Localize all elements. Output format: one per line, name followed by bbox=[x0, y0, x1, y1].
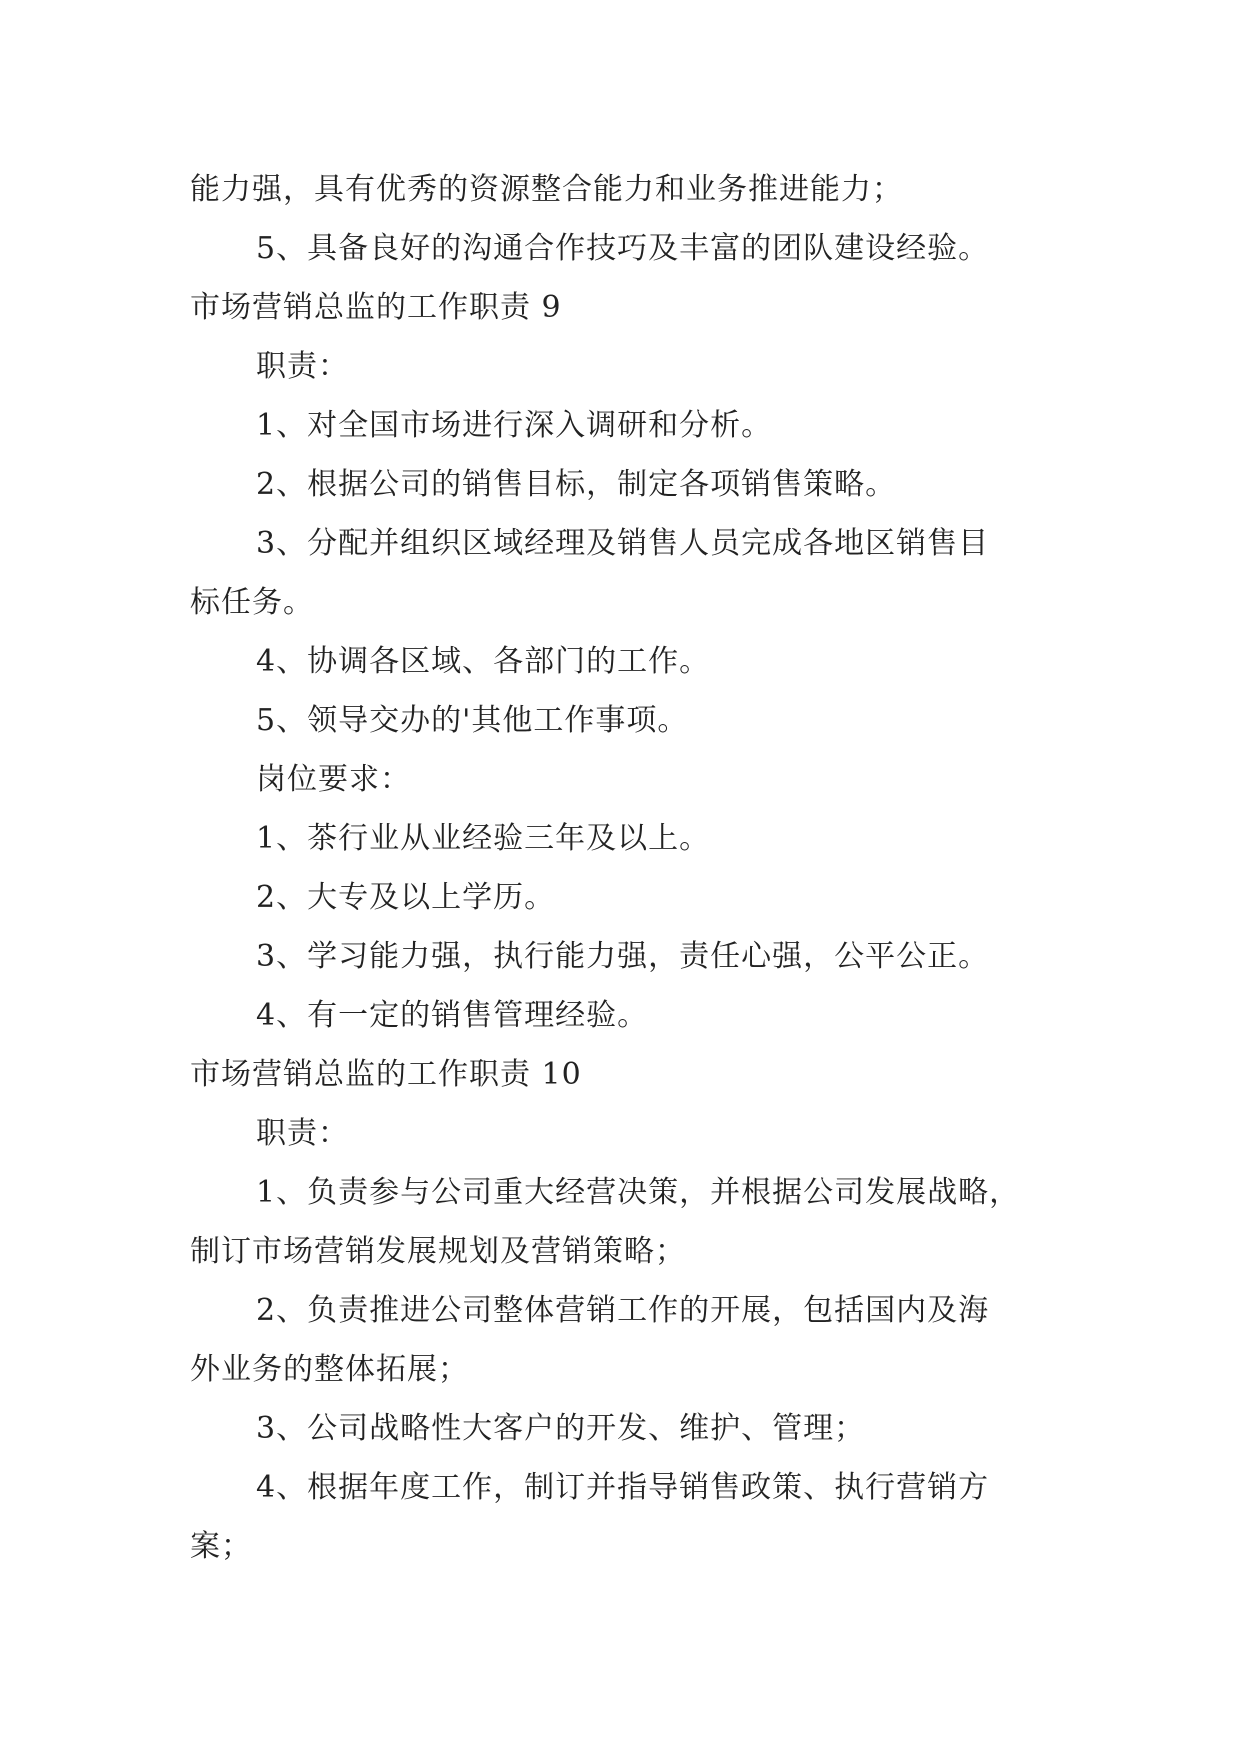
list-item: 1、负责参与公司重大经营决策，并根据公司发展战略， bbox=[256, 1175, 1021, 1210]
subheading-duties: 职责： bbox=[256, 1116, 349, 1151]
subheading-duties: 职责： bbox=[256, 349, 349, 384]
subheading-requirements: 岗位要求： bbox=[256, 762, 411, 797]
list-item-continuation: 标任务。 bbox=[190, 585, 314, 620]
list-item: 1、茶行业从业经验三年及以上。 bbox=[256, 821, 711, 856]
list-item-continuation: 制订市场营销发展规划及营销策略； bbox=[190, 1234, 686, 1269]
list-item: 3、分配并组织区域经理及销售人员完成各地区销售目 bbox=[256, 526, 990, 561]
list-item: 2、大专及以上学历。 bbox=[256, 880, 556, 915]
list-item: 5、具备良好的沟通合作技巧及丰富的团队建设经验。 bbox=[256, 231, 990, 266]
list-item-continuation: 案； bbox=[190, 1529, 252, 1564]
list-item: 2、负责推进公司整体营销工作的开展，包括国内及海 bbox=[256, 1293, 990, 1328]
list-item-continuation: 外业务的整体拓展； bbox=[190, 1352, 469, 1387]
list-item: 2、根据公司的销售目标，制定各项销售策略。 bbox=[256, 467, 897, 502]
list-item: 3、学习能力强，执行能力强，责任心强，公平公正。 bbox=[256, 939, 990, 974]
list-item: 3、公司战略性大客户的开发、维护、管理； bbox=[256, 1411, 866, 1446]
list-item: 5、领导交办的'其他工作事项。 bbox=[256, 703, 689, 738]
section-heading: 市场营销总监的工作职责 9 bbox=[190, 290, 562, 325]
document-body bbox=[190, 160, 1090, 1576]
paragraph-continuation: 能力强，具有优秀的资源整合能力和业务推进能力； bbox=[190, 172, 903, 207]
list-item: 4、根据年度工作，制订并指导销售政策、执行营销方 bbox=[256, 1470, 990, 1505]
section-heading: 市场营销总监的工作职责 10 bbox=[190, 1057, 582, 1092]
list-item: 1、对全国市场进行深入调研和分析。 bbox=[256, 408, 773, 443]
list-item: 4、协调各区域、各部门的工作。 bbox=[256, 644, 711, 679]
list-item: 4、有一定的销售管理经验。 bbox=[256, 998, 649, 1033]
